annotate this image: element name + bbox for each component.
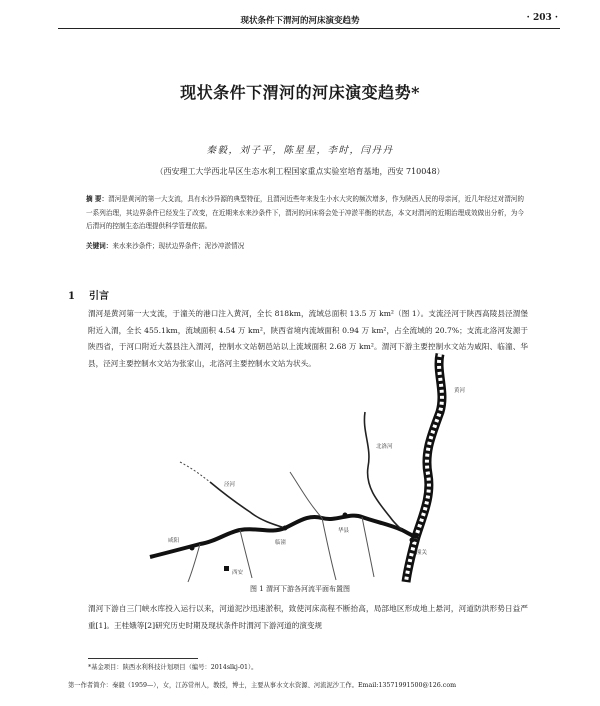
paper-title: 现状条件下渭河的河床演变趋势*: [180, 83, 420, 102]
label-tongguan: 潼关: [416, 550, 428, 556]
label-xian: 西安: [232, 570, 244, 576]
station-huaxian-marker: [343, 513, 348, 518]
affiliation: （西安理工大学西北旱区生态水利工程国家重点实验室培育基地，西安 710048）: [155, 167, 445, 176]
label-beiluo: 北洛河: [376, 444, 393, 450]
label-jinghe: 泾河: [224, 482, 236, 488]
authors: 秦毅，刘子平，陈星星，李时，闫丹丹: [206, 145, 394, 156]
keywords-text: 来水来沙条件；现状边界条件；泥沙冲淤情况: [112, 242, 245, 250]
weihe-main-channel: [150, 516, 418, 557]
keywords-label: 关键词：: [86, 242, 113, 250]
paragraph-evolution: 渭河下游自三门峡水库投入运行以来，河道泥沙迅速淤积，致使河床高程不断抬高，局部地区形成地上悬河，河道防洪形势日益严重[1]。王桂娥等[2]研究历史时期及现状条件时渭河下游河道的演变规: [88, 604, 528, 630]
paragraph-intro: 渭河是黄河第一大支流，于潼关的港口注入黄河，全长 818km，流域总面积 13.5 万 km²（图 1）。支流泾河于陕西高陵县泾渭堡附近入渭，全长 455.1km，流域面积 4.54 万 km²，陕西省境内流域面积 0.94 万 km²，占全流域的 20.7%；支流北洛河发源于陕西省，于河口附近大荔县注入渭河，控制水文站朝邑站以上流域面积 2.68 万 km²。渭河下游主要控制水文站为咸阳、临潼、华县，泾河主要控制水文站为张家山，北洛河主要控制水文站为状头。: [88, 309, 528, 368]
beiluo-tributary: [364, 412, 402, 530]
figure-caption: 图 1 渭河下游各河流平面布置图: [250, 585, 350, 593]
section-title: 引言: [88, 291, 109, 302]
city-xian-marker: [224, 566, 229, 571]
section-number: 1: [68, 291, 75, 302]
label-huaxian: 华县: [338, 528, 350, 534]
label-yellow-river: 黄河: [454, 388, 466, 394]
section-heading: [68, 287, 109, 302]
footnote-fund: *基金项目：陕西水利科技计划项目（编号：2014slkj-01）。: [88, 664, 258, 671]
footnote-author: 第一作者简介：秦毅（1959—），女，江苏常州人，教授，博士，主要从事水文水资源、河流泥沙工作。Email:13571991500@126.com: [68, 682, 457, 689]
footnote-rule: [88, 658, 198, 659]
station-xianyang-marker: [190, 546, 195, 551]
station-lintong-marker: [283, 526, 288, 531]
keywords: [86, 240, 524, 250]
label-lintong: 临潼: [275, 540, 287, 546]
label-xianyang: 咸阳: [168, 538, 180, 544]
abstract-text: 渭河是黄河的第一大支流，具有水沙异源的典型特征，且渭河近些年来发生小水大灾的频次增多，作为陕西人民的母亲河，近几年经过对渭河的一系列治理，其边界条件已经发生了改变，在近期来水来沙条件下，渭河的河床将会处于冲淤平衡的状态，本文对渭河的近期治理成效做出分析，为今后渭河的控制生态治理提供科学管理依据。: [86, 195, 524, 230]
page-number: · 203 ·: [526, 13, 558, 23]
abstract: [86, 193, 524, 234]
river-map-figure: [140, 352, 492, 584]
abstract-label: 摘 要：: [86, 195, 109, 203]
running-header-title: 现状条件下渭河的河床演变趋势: [240, 16, 360, 26]
header-rule: [58, 28, 560, 29]
station-tongguan-marker: [410, 538, 415, 543]
jinghe-tributary: [210, 482, 285, 528]
